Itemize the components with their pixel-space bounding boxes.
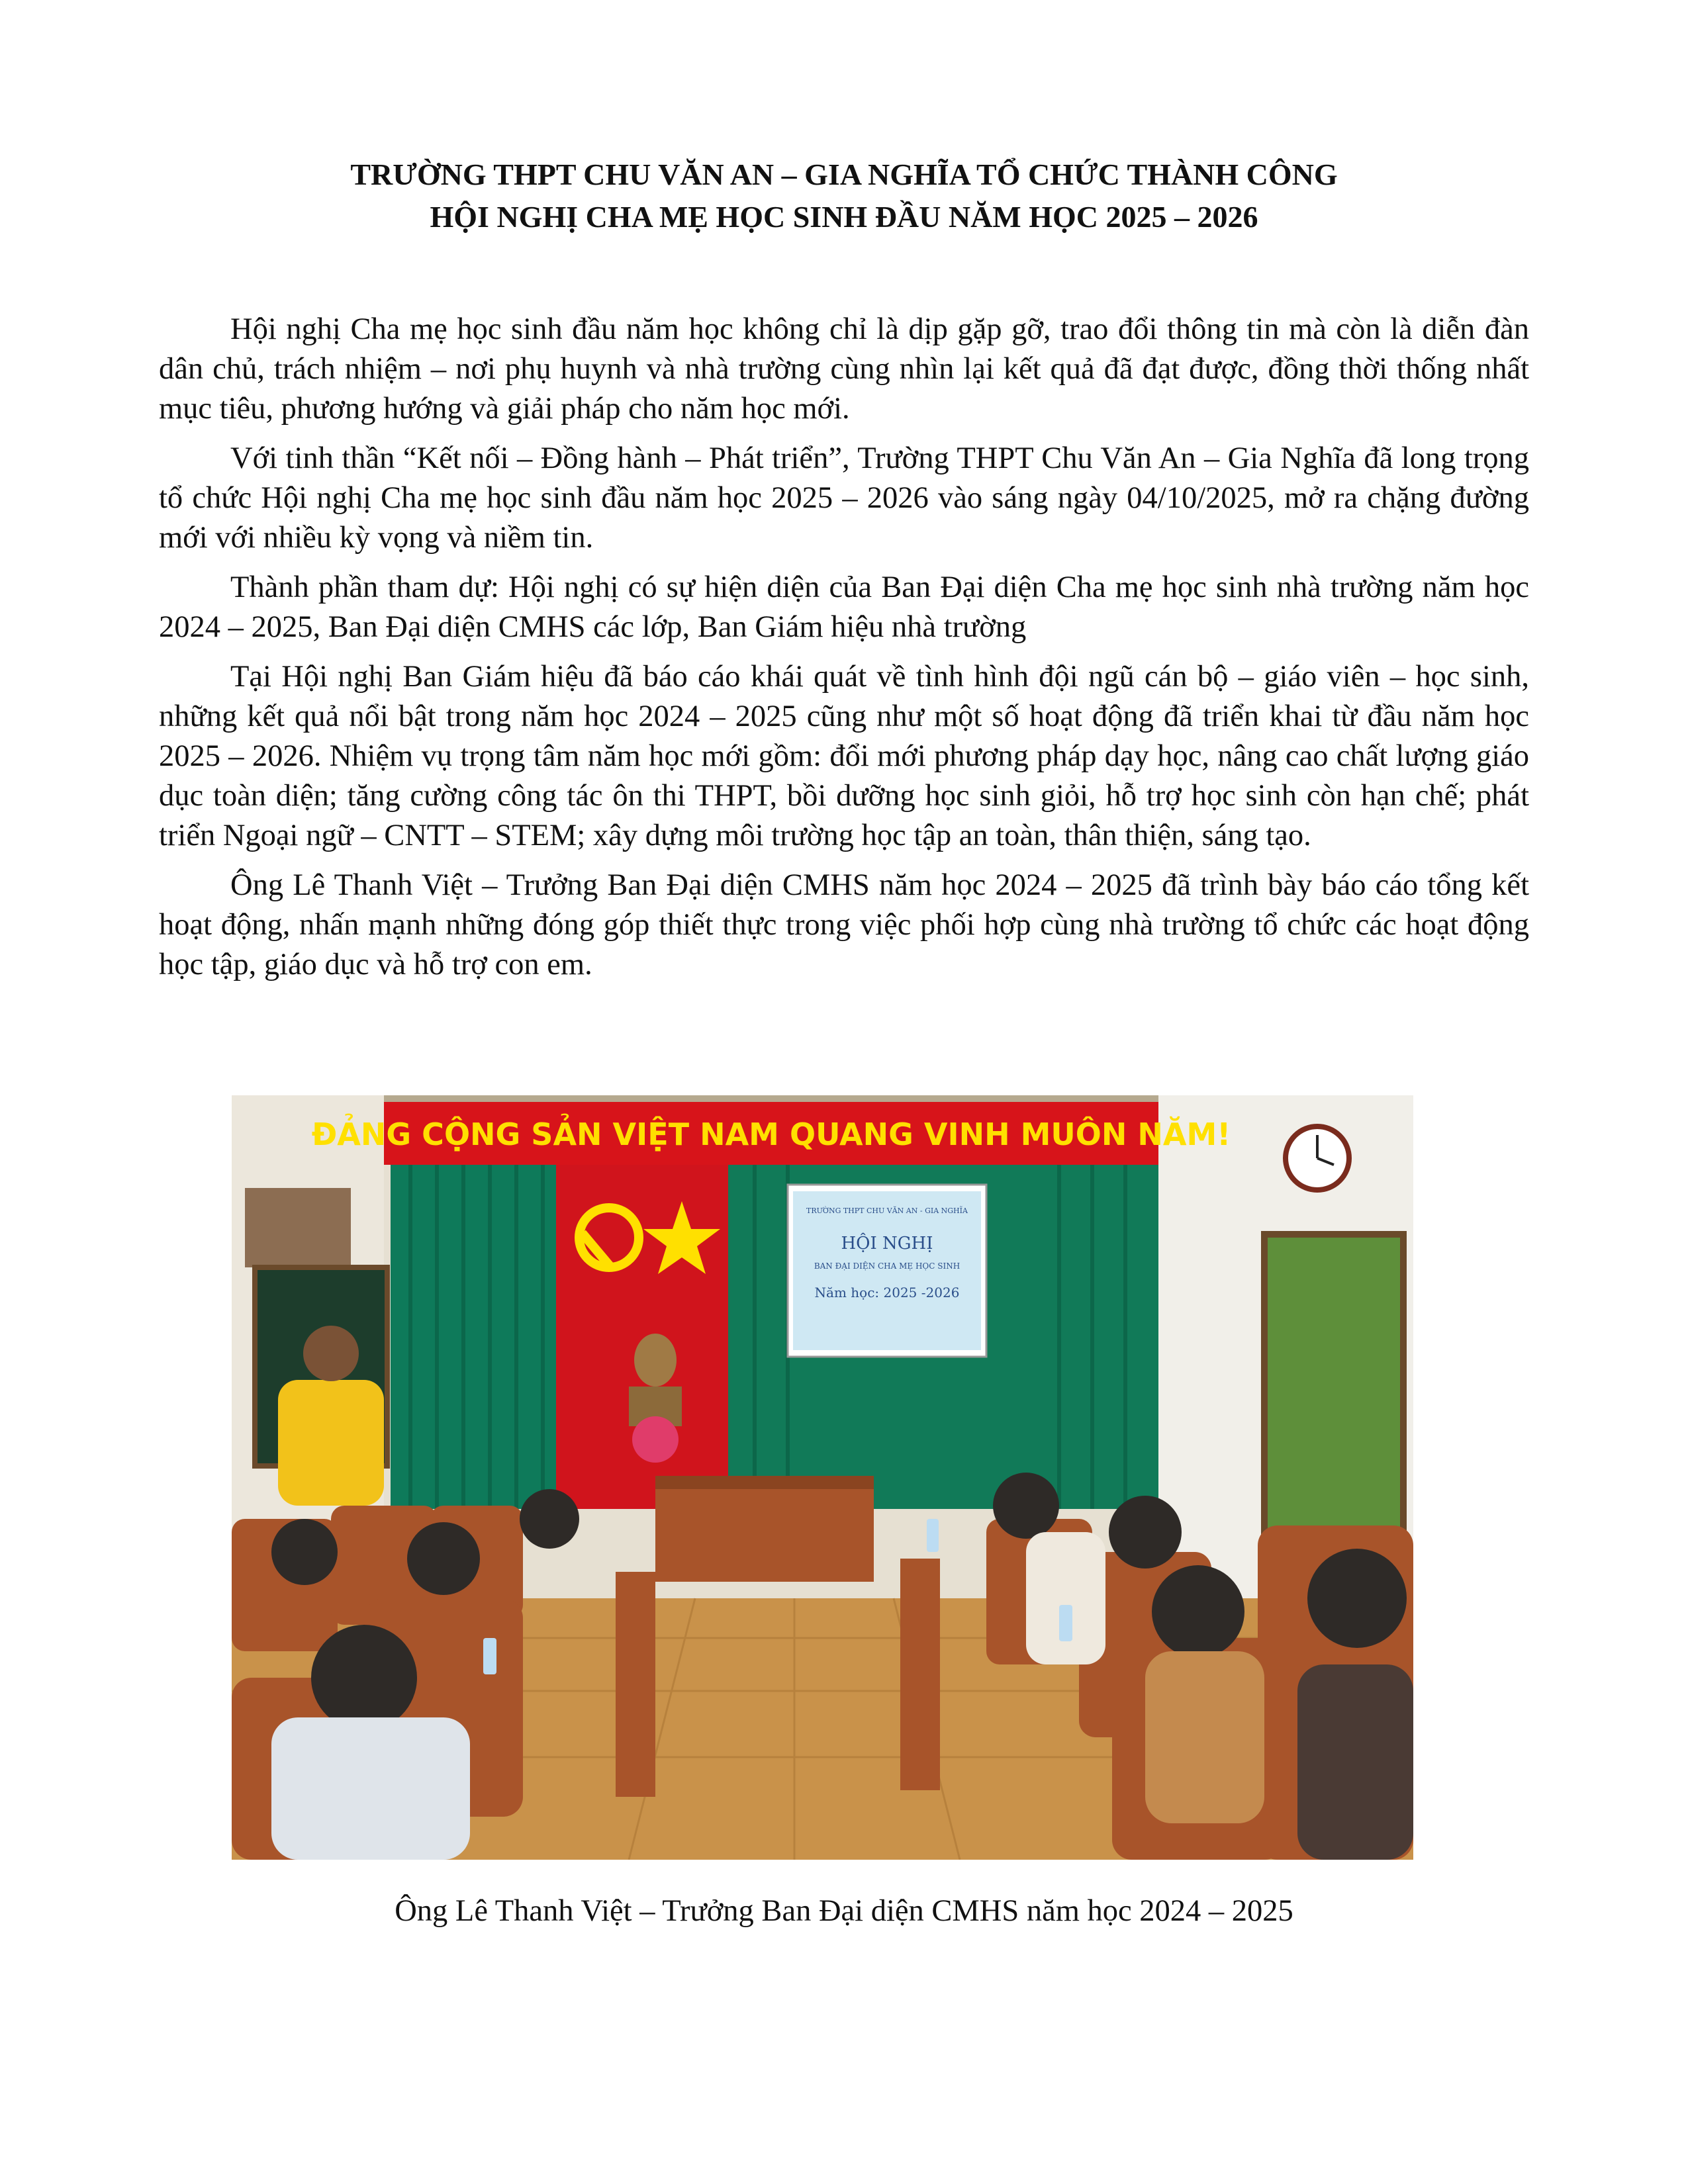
banner-text: ĐẢNG CỘNG SẢN VIỆT NAM QUANG VINH MUÔN NĂM! [311,1116,1231,1152]
paragraph-intro: Hội nghị Cha mẹ học sinh đầu năm học không chỉ là dịp gặp gỡ, trao đổi thông tin mà còn là diễn đàn dân chủ, trách nhiệm – nơi phụ huynh và nhà trường cùng nhìn lại kết quả đã đạt được, đồng thời thống nhất mục tiêu, phương hướng và giải pháp cho năm học mới. [159,312,1529,426]
meeting-photo [232,1095,1413,1860]
screen-school-year: Năm học: 2025 -2026 [814,1285,960,1300]
screen-heading: HỘI NGHỊ [841,1234,933,1253]
screen-subheading: BAN ĐẠI DIỆN CHA MẸ HỌC SINH [814,1261,961,1271]
title-line-2: HỘI NGHỊ CHA MẸ HỌC SINH ĐẦU NĂM HỌC 2025 – 2026 [430,200,1258,234]
article-body [159,310,1529,995]
title-line-1: TRƯỜNG THPT CHU VĂN AN – GIA NGHĨA TỔ CHỨC THÀNH CÔNG [350,158,1338,191]
photo-caption: Ông Lê Thanh Việt – Trưởng Ban Đại diện CMHS năm học 2024 – 2025 [395,1894,1293,1928]
paragraph-report: Tại Hội nghị Ban Giám hiệu đã báo cáo khái quát về tình hình đội ngũ cán bộ – giáo viên – học sinh, những kết quả nổi bật trong năm học 2024 – 2025 cũng như một số hoạt động đã triển khai từ đầu năm học 2025 – 2026. Nhiệm vụ trọng tâm năm học mới gồm: đổi mới phương pháp dạy học, nâng cao chất lượng giáo dục toàn diện; tăng cường công tác ôn thi THPT, bồi dưỡng học sinh giỏi, hỗ trợ học sinh còn hạn chế; phát triển Ngoại ngữ – CNTT – STEM; xây dựng môi trường học tập an toàn, thân thiện, sáng tạo. [159,660,1529,852]
article-title [159,154,1529,238]
screen-school-name: TRƯỜNG THPT CHU VĂN AN - GIA NGHĨA [806,1206,968,1215]
paragraph-spirit: Với tinh thần “Kết nối – Đồng hành – Phát triển”, Trường THPT Chu Văn An – Gia Nghĩa đã long trọng tổ chức Hội nghị Cha mẹ học sinh đầu năm học 2025 – 2026 vào sáng ngày 04/10/2025, mở ra chặng đường mới với nhiều kỳ vọng và niềm tin. [159,441,1529,555]
paragraph-attendees: Thành phần tham dự: Hội nghị có sự hiện diện của Ban Đại diện Cha mẹ học sinh nhà trường năm học 2024 – 2025, Ban Đại diện CMHS các lớp, Ban Giám hiệu nhà trường [159,570,1529,644]
meeting-photo-illustration [232,1095,1413,1860]
paragraph-speaker: Ông Lê Thanh Việt – Trưởng Ban Đại diện CMHS năm học 2024 – 2025 đã trình bày báo cáo tổng kết hoạt động, nhấn mạnh những đóng góp thiết thực trong việc phối hợp cùng nhà trường tổ chức các hoạt động học tập, giáo dục và hỗ trợ con em. [159,868,1529,981]
speaker-figure [278,1380,384,1506]
